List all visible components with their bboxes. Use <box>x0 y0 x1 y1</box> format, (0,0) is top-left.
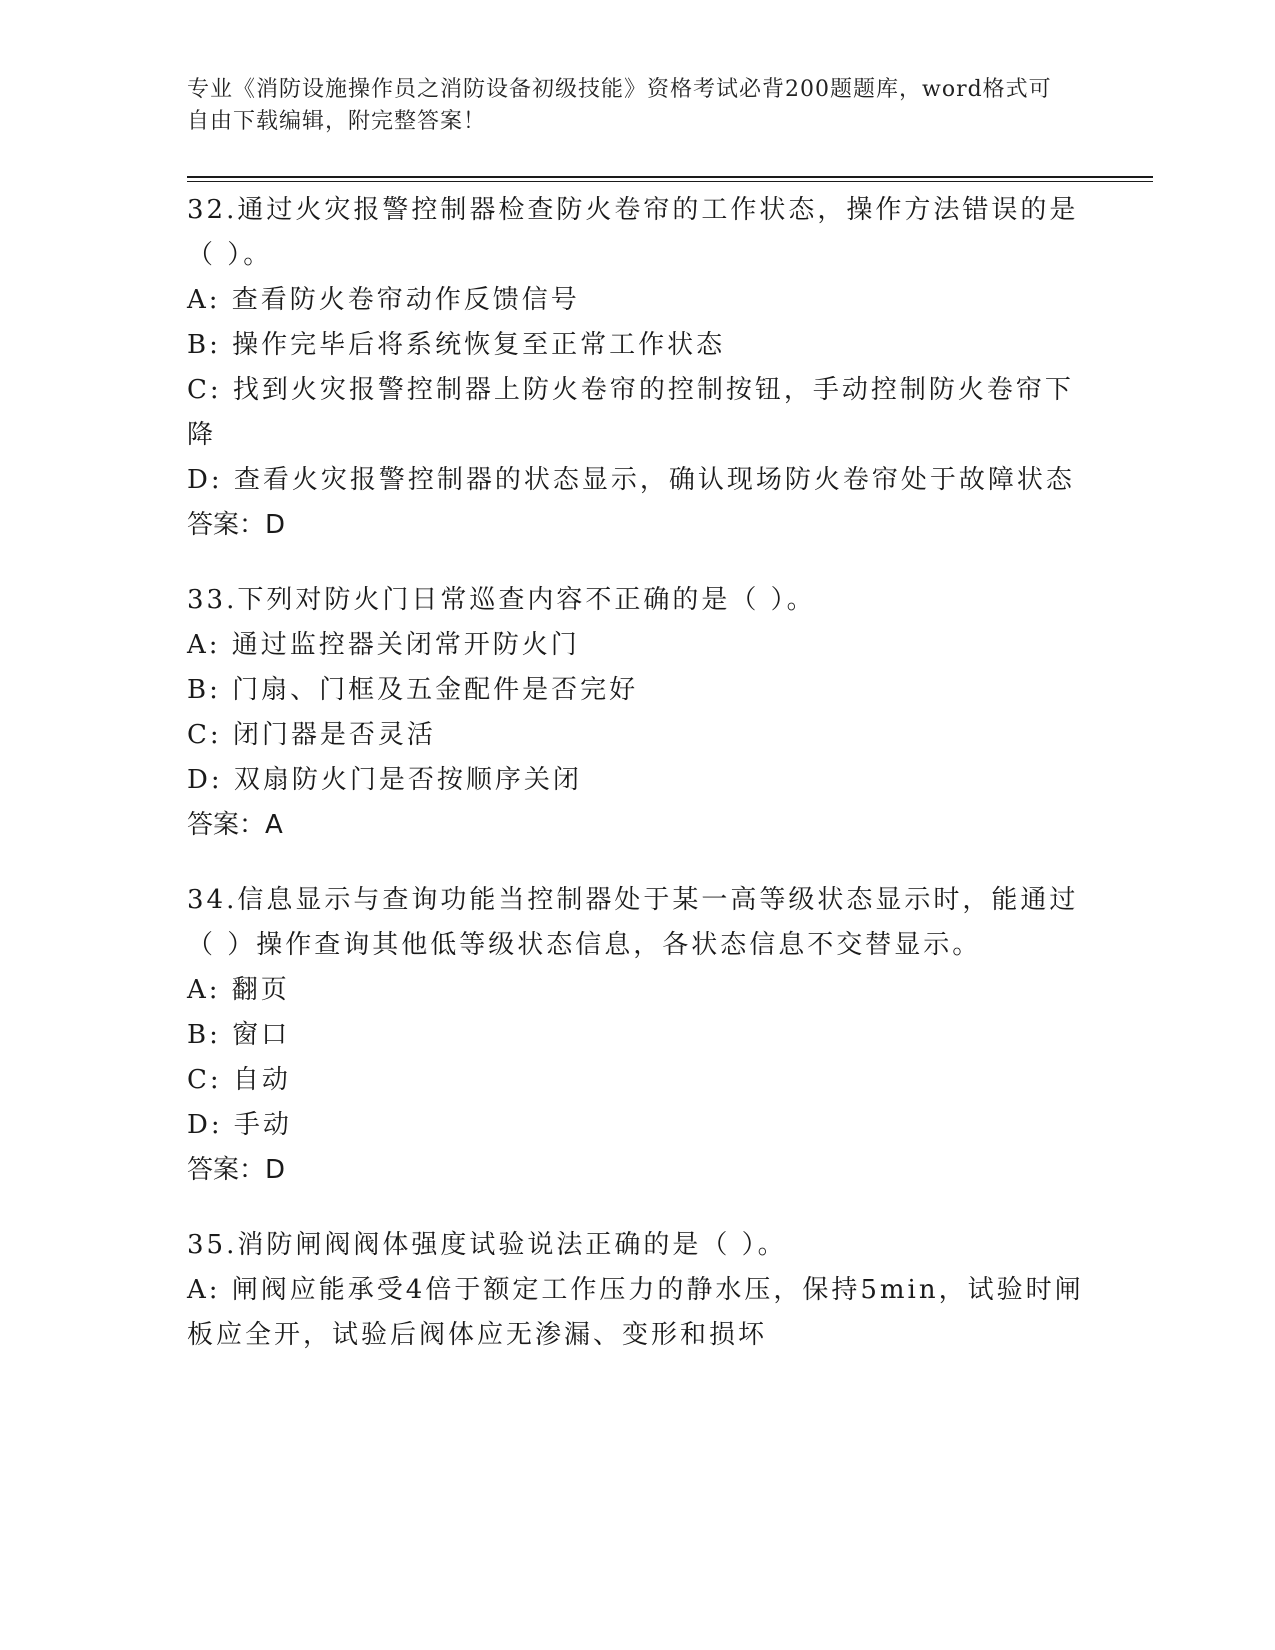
option-b: B: 门扇、门框及五金配件是否完好 <box>187 675 639 705</box>
option-a: A: 翻页 <box>187 975 290 1005</box>
option-c: C: 自动 <box>187 1065 291 1095</box>
question-stem: 33.下列对防火门日常巡查内容不正确的是（ ）。 <box>187 585 816 615</box>
option-a: A: 查看防火卷帘动作反馈信号 <box>187 285 580 315</box>
option-c: C: 闭门器是否灵活 <box>187 720 436 750</box>
option-a: A: 通过监控器关闭常开防火门 <box>187 630 580 660</box>
question-32 <box>187 188 1087 548</box>
option-b: B: 操作完毕后将系统恢复至正常工作状态 <box>187 330 726 360</box>
answer-line: 答案：D <box>187 1155 286 1185</box>
header-divider-thin <box>187 181 1153 182</box>
option-d: D: 查看火灾报警控制器的状态显示，确认现场防火卷帘处于故障状态 <box>187 465 1075 495</box>
option-a: A: 闸阀应能承受4倍于额定工作压力的静水压，保持5min，试验时闸板应全开，试验后阀体应无渗漏、变形和损坏 <box>187 1275 1084 1350</box>
question-list <box>187 188 1087 1388</box>
option-c: C: 找到火灾报警控制器上防火卷帘的控制按钮，手动控制防火卷帘下降 <box>187 375 1074 450</box>
option-b: B: 窗口 <box>187 1020 291 1050</box>
question-stem: 34.信息显示与查询功能当控制器处于某一高等级状态显示时，能通过（ ）操作查询其他低等级状态信息，各状态信息不交替显示。 <box>187 885 1079 960</box>
header-divider-thick <box>187 176 1153 178</box>
option-d: D: 手动 <box>187 1110 292 1140</box>
question-34 <box>187 878 1087 1193</box>
answer-line: 答案：D <box>187 510 286 540</box>
option-d: D: 双扇防火门是否按顺序关闭 <box>187 765 582 795</box>
question-35 <box>187 1223 1087 1358</box>
document-header: 专业《消防设施操作员之消防设备初级技能》资格考试必背200题题库，word格式可自由下载编辑，附完整答案！ <box>187 77 1052 134</box>
question-stem: 35.消防闸阀阀体强度试验说法正确的是（ ）。 <box>187 1230 787 1260</box>
question-stem: 32.通过火灾报警控制器检查防火卷帘的工作状态，操作方法错误的是（ ）。 <box>187 195 1079 270</box>
question-33 <box>187 578 1087 848</box>
answer-line: 答案：A <box>187 810 283 840</box>
